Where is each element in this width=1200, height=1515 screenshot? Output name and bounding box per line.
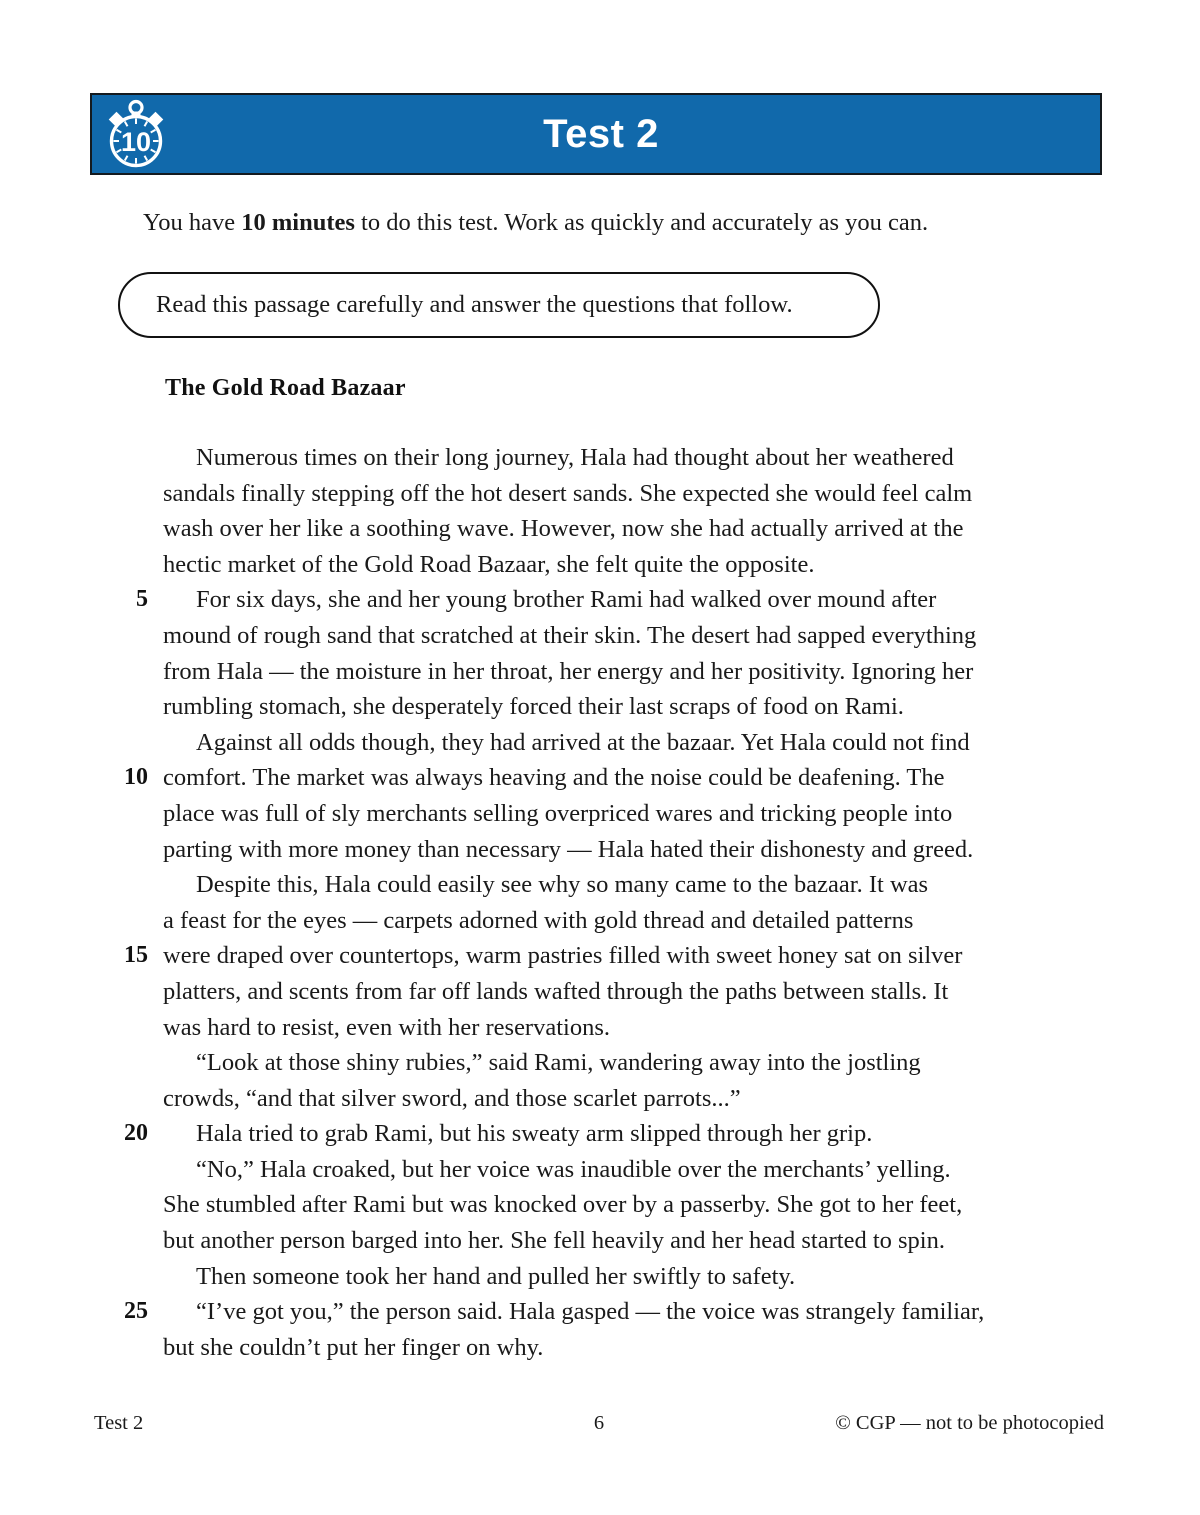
passage-line-text: “No,” Hala croaked, but her voice was inaudible over the merchants’ yelling. xyxy=(196,1155,951,1183)
footer-page-number: 6 xyxy=(593,1412,605,1434)
passage-line-text: mound of rough sand that scratched at their skin. The desert had sapped everything xyxy=(163,621,977,649)
passage-line xyxy=(96,1187,1106,1223)
passage-line xyxy=(96,796,1106,832)
passage-line-text: but she couldn’t put her finger on why. xyxy=(163,1333,544,1361)
read-passage-text: Read this passage carefully and answer the questions that follow. xyxy=(156,291,793,319)
passage-line-number: 10 xyxy=(124,764,148,791)
passage-line-text: Then someone took her hand and pulled her swiftly to safety. xyxy=(196,1262,796,1290)
passage-line-number: 5 xyxy=(136,586,148,613)
test-header-banner xyxy=(90,93,1102,175)
passage-line-text: sandals finally stepping off the hot desert sands. She expected she would feel calm xyxy=(163,479,973,507)
passage-body xyxy=(96,440,1106,1365)
passage-line xyxy=(96,1010,1106,1046)
passage-line xyxy=(96,476,1106,512)
passage-line-number: 25 xyxy=(124,1298,148,1325)
time-instruction xyxy=(143,208,1073,237)
stopwatch-icon xyxy=(100,99,172,169)
passage-line xyxy=(96,725,1106,761)
passage-line-text: platters, and scents from far off lands wafted through the paths between stalls. It xyxy=(163,977,949,1005)
passage-line-text: but another person barged into her. She fell heavily and her head started to spin. xyxy=(163,1227,945,1255)
passage-line xyxy=(96,618,1106,654)
passage-line-text: were draped over countertops, warm pastries filled with sweet honey sat on silver xyxy=(163,942,963,970)
passage-line xyxy=(96,867,1106,903)
passage-line xyxy=(96,832,1106,868)
passage-line xyxy=(96,1294,1106,1330)
page-title: Test 2 xyxy=(543,112,659,156)
read-passage-callout xyxy=(118,272,880,338)
passage-line xyxy=(96,903,1106,939)
passage-line-text: “I’ve got you,” the person said. Hala gasped — the voice was strangely familiar, xyxy=(196,1298,985,1326)
passage-line xyxy=(96,1081,1106,1117)
passage-line-text: hectic market of the Gold Road Bazaar, she felt quite the opposite. xyxy=(163,550,815,578)
passage-line-number: 15 xyxy=(124,942,148,969)
passage-line-text: rumbling stomach, she desperately forced their last scraps of food on Rami. xyxy=(163,693,904,721)
passage-line xyxy=(96,1152,1106,1188)
passage-line-text: was hard to resist, even with her reservations. xyxy=(163,1013,610,1041)
timer-minutes-label: 10 xyxy=(120,127,152,157)
passage-line-text: For six days, she and her young brother Rami had walked over mound after xyxy=(196,586,937,614)
passage-line-text: Against all odds though, they had arrived at the bazaar. Yet Hala could not find xyxy=(196,728,970,756)
passage-line xyxy=(96,1045,1106,1081)
page-footer xyxy=(94,1412,1104,1442)
instruction-suffix: to do this test. Work as quickly and accurately as you can. xyxy=(354,209,929,236)
footer-copyright: © CGP — not to be photocopied xyxy=(835,1412,1104,1434)
passage-line-text: parting with more money than necessary — Hala hated their dishonesty and greed. xyxy=(163,835,974,863)
passage-line xyxy=(96,1330,1106,1366)
passage-title: The Gold Road Bazaar xyxy=(165,375,406,401)
passage-line-text: comfort. The market was always heaving and the noise could be deafening. The xyxy=(163,764,945,792)
passage-line xyxy=(96,511,1106,547)
passage-line-number: 20 xyxy=(124,1120,148,1147)
passage-line xyxy=(96,938,1106,974)
passage-line xyxy=(96,760,1106,796)
passage-line-text: wash over her like a soothing wave. However, now she had actually arrived at the xyxy=(163,515,964,543)
passage-line-text: a feast for the eyes — carpets adorned with gold thread and detailed patterns xyxy=(163,906,914,934)
passage-line-text: She stumbled after Rami but was knocked over by a passerby. She got to her feet, xyxy=(163,1191,963,1219)
footer-test-label: Test 2 xyxy=(94,1412,144,1434)
passage-line-text: place was full of sly merchants selling overpriced wares and tricking people into xyxy=(163,799,953,827)
instruction-prefix: You have xyxy=(143,209,242,236)
passage-line xyxy=(96,547,1106,583)
passage-line xyxy=(96,582,1106,618)
passage-line xyxy=(96,1223,1106,1259)
passage-line-text: Numerous times on their long journey, Hala had thought about her weathered xyxy=(196,444,954,471)
passage-line xyxy=(96,440,1106,476)
passage-line xyxy=(96,1259,1106,1295)
passage-line xyxy=(96,1116,1106,1152)
passage-line xyxy=(96,654,1106,690)
passage-line-text: from Hala — the moisture in her throat, her energy and her positivity. Ignoring her xyxy=(163,657,974,685)
passage-line-text: Despite this, Hala could easily see why so many came to the bazaar. It was xyxy=(196,871,929,899)
passage-line xyxy=(96,974,1106,1010)
passage-line-text: crowds, “and that silver sword, and those scarlet parrots...” xyxy=(163,1084,741,1112)
passage-line-text: “Look at those shiny rubies,” said Rami, wandering away into the jostling xyxy=(196,1049,921,1077)
passage-line xyxy=(96,689,1106,725)
instruction-emphasis: 10 minutes xyxy=(241,209,355,236)
passage-line-text: Hala tried to grab Rami, but his sweaty arm slipped through her grip. xyxy=(196,1120,873,1148)
